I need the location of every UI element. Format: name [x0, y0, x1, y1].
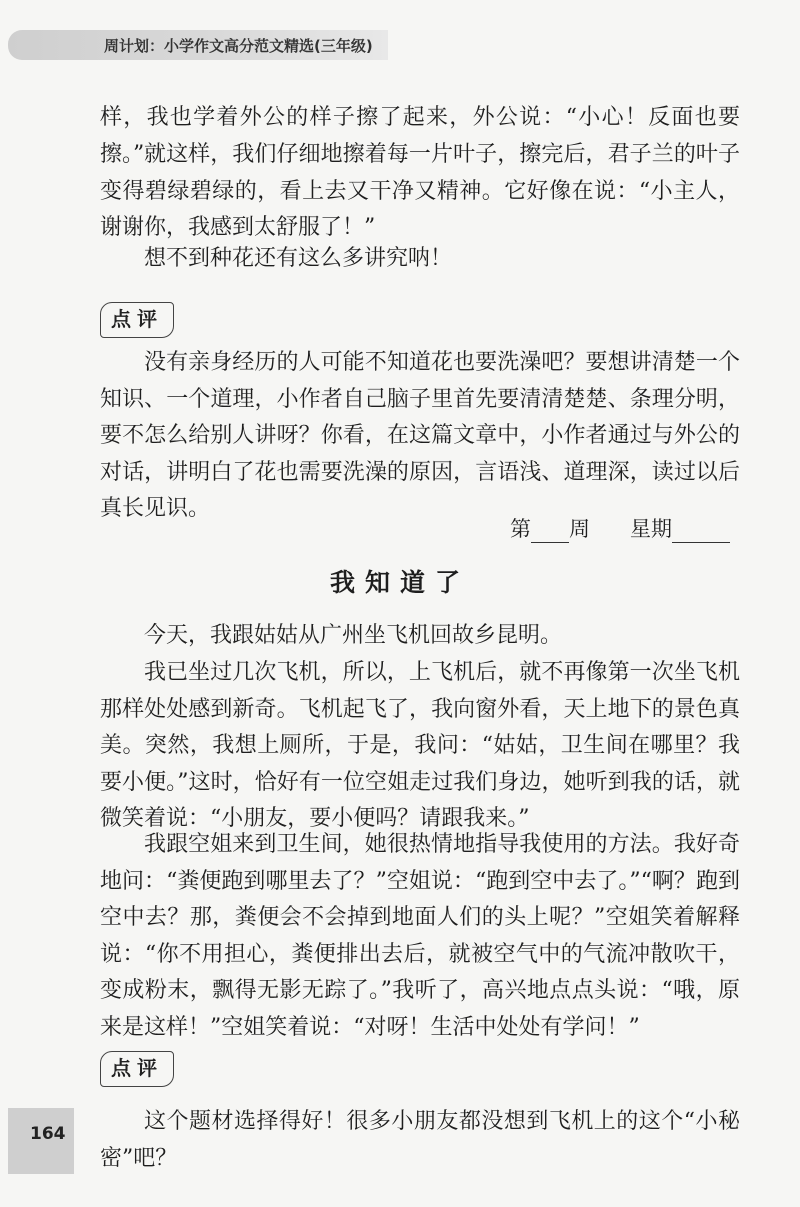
paragraph: 我跟空姐来到卫生间，她很热情地指导我使用的方法。我好奇地问：“粪便跑到哪里去了？”空姐说：“跑到空中去了。”“啊？跑到空中去？那，粪便会不会掉到地面人们的头上呢？”空姐笑着解释说：“你不用担心，粪便排出去后，就被空气中的气流冲散吹干，变成粉末，飘得无影无踪了。”我听了，高兴地点点头说：“哦，原来是这样！”空姐笑着说：“对呀！生活中处处有学问！”: [100, 832, 740, 1040]
paragraph: 就这样，我们仔细地擦着每一片叶子，擦完后，君子兰的叶子变得碧绿碧绿的，看上去又干净又精神。它好像在说：“小主人，谢谢你，我感到太舒服了！”: [100, 142, 740, 240]
week-prefix: 第: [510, 517, 531, 541]
paragraph: 想不到种花还有这么多讲究呐！: [144, 246, 453, 271]
comment-text: 没有亲身经历的人可能不知道花也要洗澡吧？要想讲清楚一个知识、一个道理，小作者自己脑子里首先要清清楚楚、条理分明，要不怎么给别人讲呀？你看，在这篇文章中，小作者通过与外公的对话，讲明白了花也需要洗澡的原因，言语浅、道理深，读过以后真长见识。: [100, 350, 740, 521]
book-title: 周计划：小学作文高分范文精选(三年级): [104, 37, 373, 55]
paragraph: 我已坐过几次飞机，所以，上飞机后，就不再像第一次坐飞机那样处处感到新奇。飞机起飞了，我向窗外看，天上地下的景色真美。突然，我想上厕所，于是，我问：“姑姑，卫生间在哪里？我要小便。”这时，恰好有一位空姐走过我们身边，她听到我的话，就微笑着说：“小朋友，要小便吗？请跟我来。”: [100, 660, 740, 831]
week-line: [510, 513, 730, 543]
paragraph: 样，我也学着外公的样子擦了起来，外公说：“小心！反面也要擦。”: [100, 105, 740, 167]
page-number: 164: [30, 1124, 66, 1144]
week-label: 周: [569, 517, 590, 541]
weekday-label: 星期: [630, 517, 672, 541]
comment-badge: 点评: [100, 302, 174, 338]
article-title: 我知道了: [329, 568, 470, 597]
paragraph: 今天，我跟姑姑从广州坐飞机回故乡昆明。: [144, 623, 563, 648]
comment-text: 这个题材选择得好！很多小朋友都没想到飞机上的这个“小秘密”吧？: [100, 1109, 740, 1171]
weekday-blank: [672, 520, 730, 543]
week-number-blank: [531, 520, 569, 543]
comment-badge: 点评: [100, 1051, 174, 1087]
